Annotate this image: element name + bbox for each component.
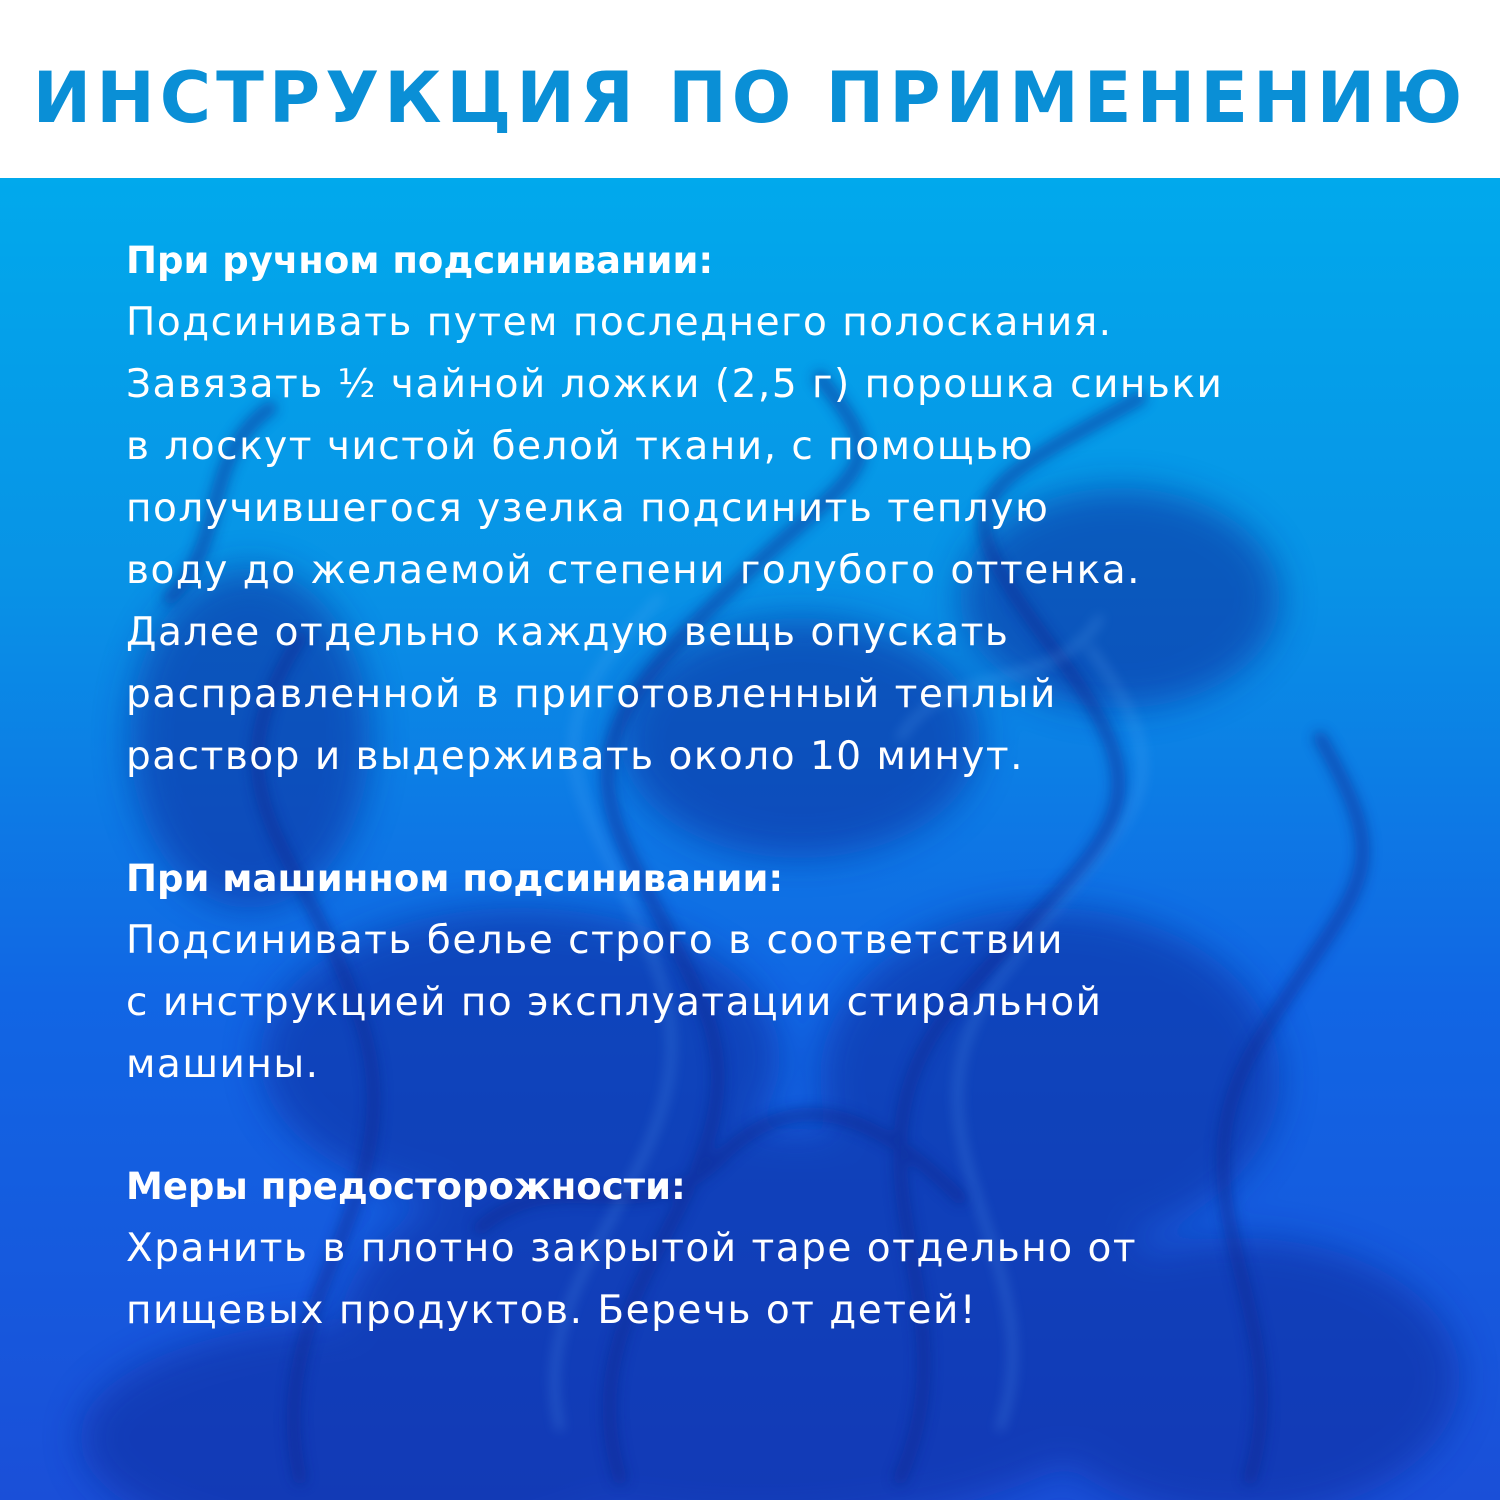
text-line: получившегося узелка подсинить теплую: [126, 486, 1050, 531]
section-precautions: [126, 1156, 1426, 1342]
section-heading: При машинном подсинивании:: [126, 857, 784, 900]
text-line: Далее отдельно каждую вещь опускать: [126, 610, 1010, 655]
header: [0, 0, 1500, 178]
text-line: воду до желаемой степени голубого оттенка.: [126, 548, 1142, 593]
section-heading: При ручном подсинивании:: [126, 239, 714, 282]
instruction-panel: [0, 178, 1500, 1500]
text-line: Подсинивать белье строго в соответствии: [126, 918, 1064, 963]
text-line: раствор и выдерживать около 10 минут.: [126, 734, 1024, 779]
text-line: расправленной в приготовленный теплый: [126, 672, 1057, 717]
page-title: ИНСТРУКЦИЯ ПО ПРИМЕНЕНИЮ: [32, 57, 1468, 139]
section-heading: Меры предосторожности:: [126, 1165, 686, 1208]
text-line: Хранить в плотно закрытой таре отдельно от: [126, 1226, 1138, 1271]
text-line: пищевых продуктов. Беречь от детей!: [126, 1288, 977, 1333]
instruction-content: [126, 230, 1426, 1402]
text-line: Завязать ½ чайной ложки (2,5 г) порошка синьки: [126, 362, 1224, 407]
section-machine: [126, 848, 1426, 1096]
text-line: машины.: [126, 1042, 320, 1087]
text-line: с инструкцией по эксплуатации стиральной: [126, 980, 1103, 1025]
section-manual: [126, 230, 1426, 788]
text-line: Подсинивать путем последнего полоскания.: [126, 300, 1113, 345]
text-line: в лоскут чистой белой ткани, с помощью: [126, 424, 1034, 469]
